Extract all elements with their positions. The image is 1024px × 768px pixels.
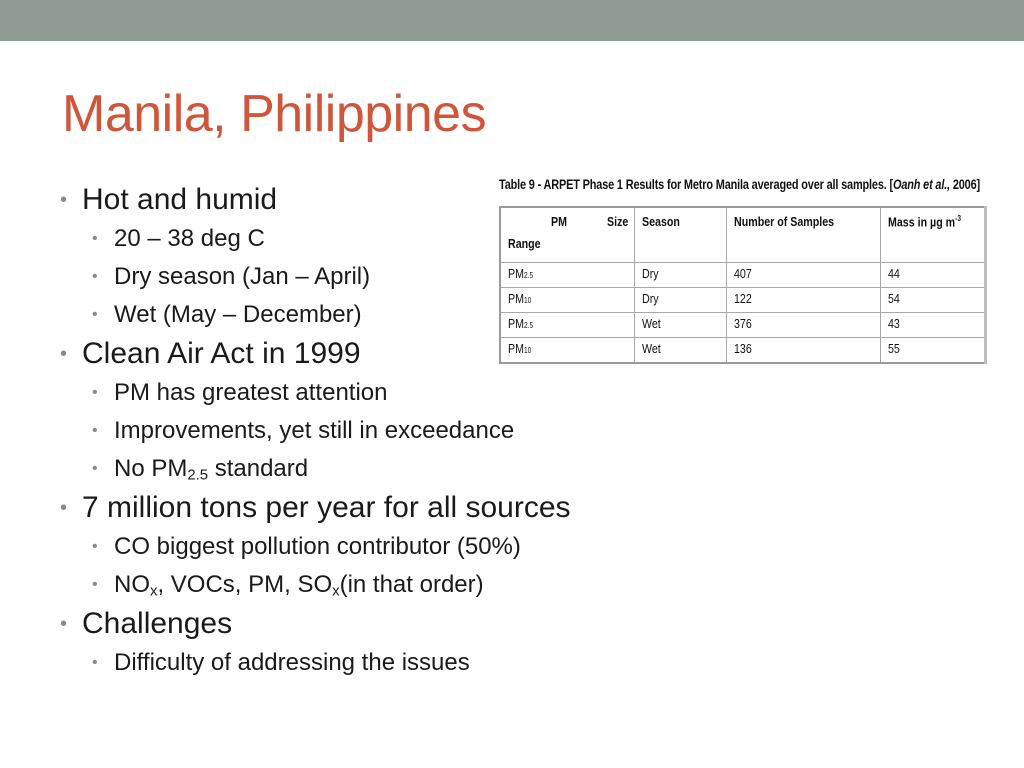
- pm-subscript: 2.5: [523, 271, 534, 280]
- header-season: [635, 207, 727, 263]
- pm-label: PM: [508, 316, 524, 331]
- sub-bullet-difficulty: • Difficulty of addressing the issues: [60, 644, 720, 682]
- caption-text: Table 9 - ARPET Phase 1 Results for Metro Manila averaged over all samples. [: [499, 176, 893, 192]
- cell-mass: [881, 263, 986, 288]
- mass-value: 43: [888, 316, 900, 331]
- sox-subscript: x: [332, 583, 340, 600]
- samples-value: 376: [734, 316, 752, 331]
- sub-bullet-co-contributor: • CO biggest pollution contributor (50%): [60, 528, 720, 566]
- cell-samples: [727, 263, 881, 288]
- header-mass: [881, 207, 986, 263]
- pm-label: PM: [508, 291, 524, 306]
- table-row: [500, 338, 986, 364]
- samples-value: 136: [734, 341, 752, 356]
- cell-season: [635, 338, 727, 364]
- cell-samples: [727, 313, 881, 338]
- table-caption: [499, 172, 983, 196]
- pm-subscript: 10: [523, 346, 532, 355]
- pm-results-table: [499, 206, 987, 364]
- header-mass-exponent: -3: [955, 214, 962, 223]
- cell-mass: [881, 313, 986, 338]
- cell-pm: [500, 288, 635, 313]
- sub-bullet-improvements: • Improvements, yet still in exceedance: [60, 412, 720, 450]
- bullet-challenges: • Challenges: [60, 604, 720, 644]
- pm-label: PM: [508, 266, 524, 281]
- table-header-row: [500, 207, 986, 263]
- header-samples-label: Number of Samples: [734, 214, 835, 229]
- caption-end: 2006]: [949, 176, 981, 192]
- season-value: Wet: [642, 341, 661, 356]
- nox-subscript: x: [150, 583, 158, 600]
- header-season-label: Season: [642, 214, 680, 229]
- mass-value: 44: [888, 266, 900, 281]
- samples-value: 122: [734, 291, 752, 306]
- header-pm-size-range: [500, 207, 635, 263]
- mass-value: 55: [888, 341, 900, 356]
- cell-season: [635, 288, 727, 313]
- table-row: [500, 313, 986, 338]
- no-pm-prefix: No PM: [114, 455, 188, 482]
- cell-season: [635, 313, 727, 338]
- sub-bullet-dry-season: • Dry season (Jan – April): [60, 258, 720, 296]
- header-number-of-samples: [727, 207, 881, 263]
- pm-label: PM: [508, 341, 524, 356]
- caption-citation: Oanh et al.,: [892, 176, 950, 192]
- no-pm-suffix: standard: [208, 455, 309, 482]
- bullet-clean-air-act: • Clean Air Act in 1999: [60, 334, 720, 374]
- sub-bullet-no-pm25: [60, 450, 720, 488]
- cell-pm: [500, 263, 635, 288]
- cell-samples: [727, 288, 881, 313]
- table-row: [500, 288, 986, 313]
- pm-subscript: 10: [523, 296, 532, 305]
- bullet-hot-humid: • Hot and humid: [60, 180, 720, 220]
- sub-bullet-pollutant-order: [60, 566, 720, 604]
- header-size: Size: [607, 214, 629, 229]
- cell-season: [635, 263, 727, 288]
- mass-value: 54: [888, 291, 900, 306]
- table-row: [500, 263, 986, 288]
- top-bar: [0, 0, 1024, 41]
- sub-bullet-temperature: • 20 – 38 deg C: [60, 220, 720, 258]
- nox-text: NO: [114, 571, 150, 598]
- no-pm-subscript: 2.5: [187, 467, 209, 484]
- cell-mass: [881, 288, 986, 313]
- pm-results-table-figure: [499, 172, 987, 364]
- cell-mass: [881, 338, 986, 364]
- cell-pm: [500, 338, 635, 364]
- cell-pm: [500, 313, 635, 338]
- sub-bullet-pm-attention: • PM has greatest attention: [60, 374, 720, 412]
- bullet-seven-million-tons: • 7 million tons per year for all sources: [60, 488, 720, 528]
- slide-title: Manila, Philippines: [62, 85, 487, 143]
- header-pm: PM: [551, 214, 567, 229]
- season-value: Dry: [642, 266, 659, 281]
- header-range: Range: [508, 236, 541, 251]
- season-value: Wet: [642, 316, 661, 331]
- samples-value: 407: [734, 266, 752, 281]
- vocs-pm-sox-text: , VOCs, PM, SO: [157, 571, 333, 598]
- sub-bullet-wet-season: • Wet (May – December): [60, 296, 720, 334]
- pm-subscript: 2.5: [523, 321, 534, 330]
- season-value: Dry: [642, 291, 659, 306]
- cell-samples: [727, 338, 881, 364]
- order-text: (in that order): [339, 571, 484, 598]
- header-mass-label: Mass in µg m: [888, 214, 956, 230]
